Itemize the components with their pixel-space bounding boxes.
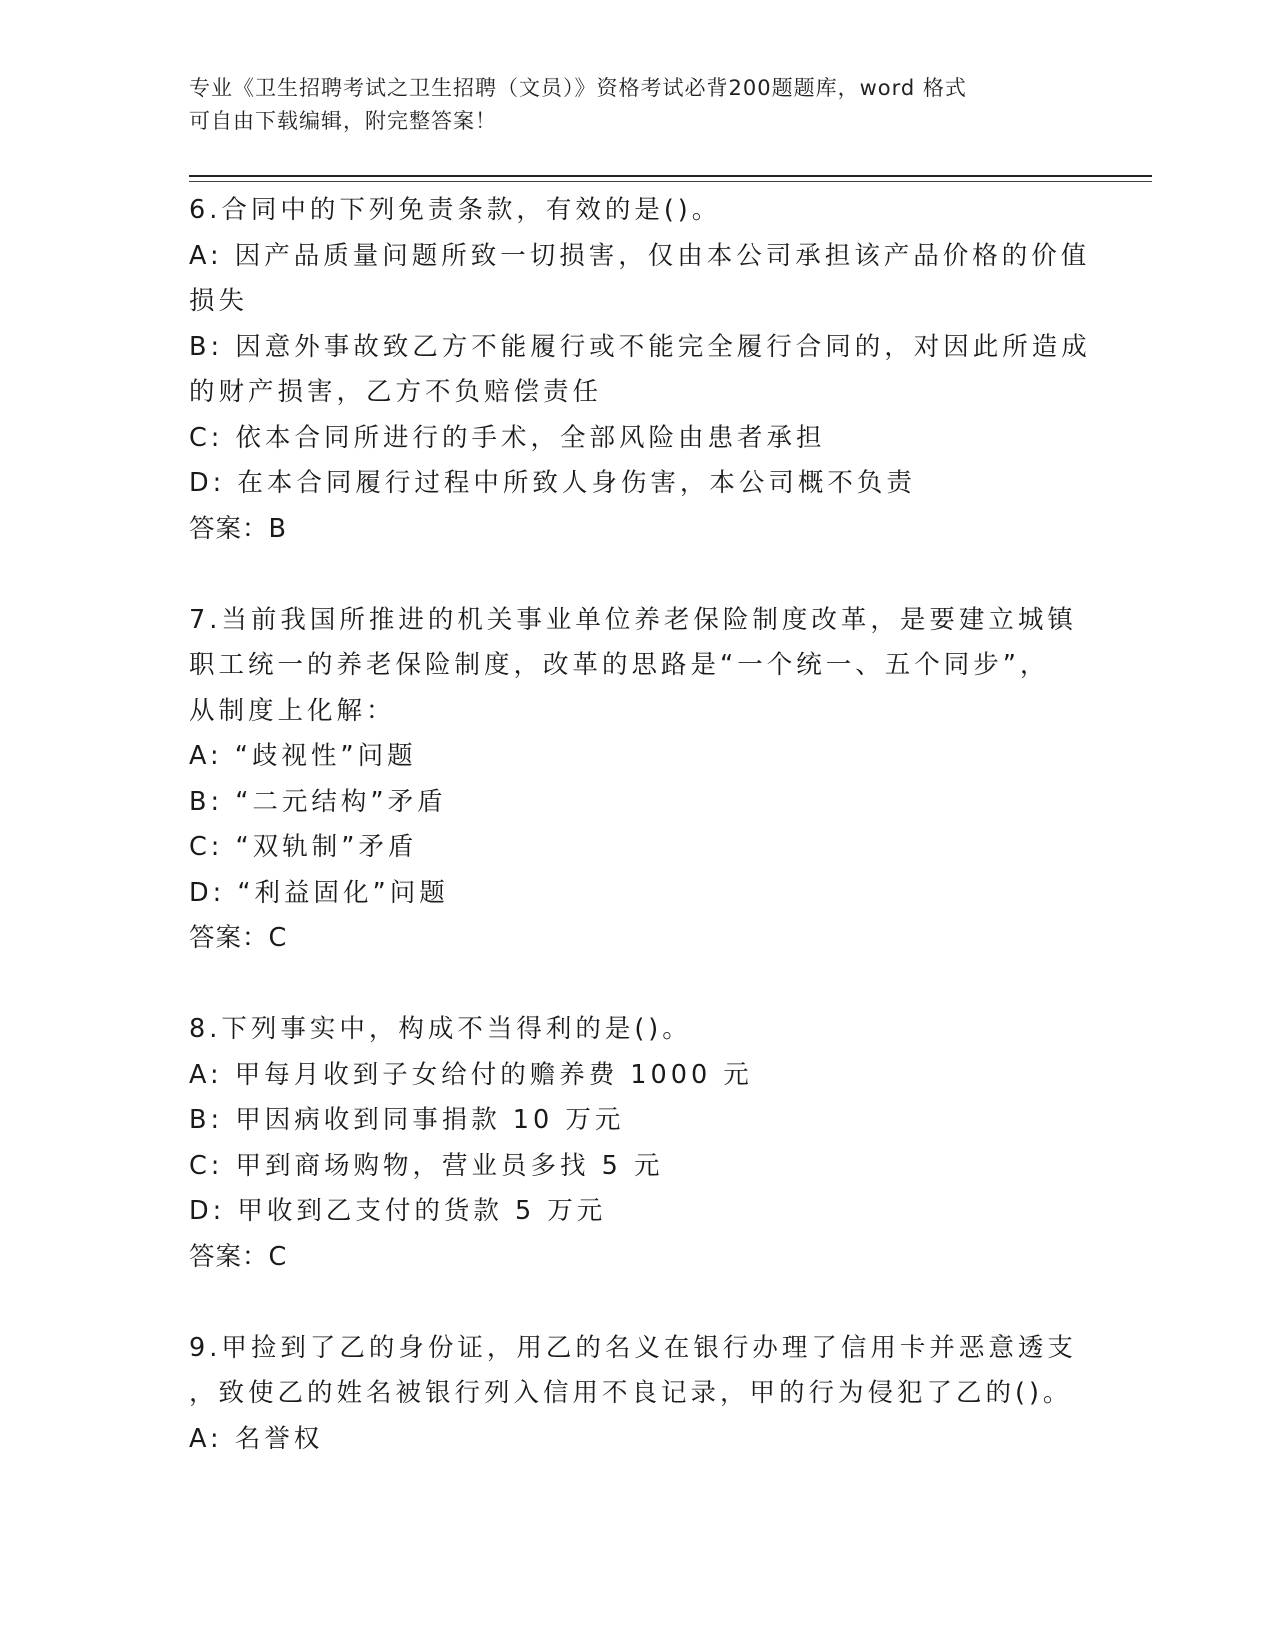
option-line: 的财产损害，乙方不负赔偿责任 (189, 377, 603, 407)
question-spacer (189, 962, 1089, 1008)
question-stem-line: 9.甲捡到了乙的身份证，用乙的名义在银行办理了信用卡并恶意透支 (189, 1332, 1077, 1363)
question-stem-line: 从制度上化解： (189, 695, 396, 726)
document-header (189, 72, 1089, 138)
option-line: D: 在本合同履行过程中所致人身伤害，本公司概不负责 (189, 468, 916, 498)
answer-line: 答案：C (189, 923, 288, 953)
option-line: 损失 (189, 286, 249, 316)
question-stem-line: 8.下列事实中，构成不当得利的是()。 (189, 1014, 692, 1044)
question-spacer (189, 552, 1089, 598)
question-block (189, 188, 1089, 552)
option-line: B: “二元结构”矛盾 (189, 786, 447, 817)
option-line: A: 甲每月收到子女给付的赡养费 1000 元 (189, 1059, 753, 1090)
option-line: A: 名誉权 (189, 1423, 324, 1454)
option-line: C: “双轨制”矛盾 (189, 832, 418, 862)
question-list (189, 188, 1089, 1462)
question-block (189, 1326, 1089, 1463)
question-stem-line: 7.当前我国所推进的机关事业单位养老保险制度改革，是要建立城镇 (189, 604, 1077, 635)
question-spacer (189, 1280, 1089, 1326)
header-line-2: 可自由下载编辑，附完整答案！ (189, 109, 497, 133)
header-line-1: 专业《卫生招聘考试之卫生招聘（文员）》资格考试必背200题题库，word 格式 (189, 76, 967, 100)
question-stem-line: ，致使乙的姓名被银行列入信用不良记录，甲的行为侵犯了乙的()。 (189, 1378, 1073, 1408)
option-line: A: 因产品质量问题所致一切损害，仅由本公司承担该产品价格的价值 (189, 240, 1091, 271)
question-stem-line: 6.合同中的下列免责条款，有效的是()。 (189, 195, 722, 225)
option-line: C: 甲到商场购物，营业员多找 5 元 (189, 1150, 664, 1181)
question-block (189, 1007, 1089, 1280)
option-line: B: 因意外事故致乙方不能履行或不能完全履行合同的，对因此所造成 (189, 331, 1091, 362)
answer-line: 答案：C (189, 1241, 288, 1272)
answer-line: 答案：B (189, 513, 287, 544)
question-stem-line: 职工统一的养老保险制度，改革的思路是“一个统一、五个同步”， (189, 650, 1050, 680)
option-line: C: 依本合同所进行的手术，全部风险由患者承担 (189, 422, 826, 453)
option-line: D: “利益固化”问题 (189, 877, 449, 908)
question-block (189, 598, 1089, 962)
header-rule-thin (189, 181, 1152, 182)
option-line: B: 甲因病收到同事捐款 10 万元 (189, 1105, 625, 1135)
option-line: D: 甲收到乙支付的货款 5 万元 (189, 1196, 607, 1226)
option-line: A: “歧视性”问题 (189, 741, 417, 771)
header-rule-thick (189, 175, 1152, 177)
